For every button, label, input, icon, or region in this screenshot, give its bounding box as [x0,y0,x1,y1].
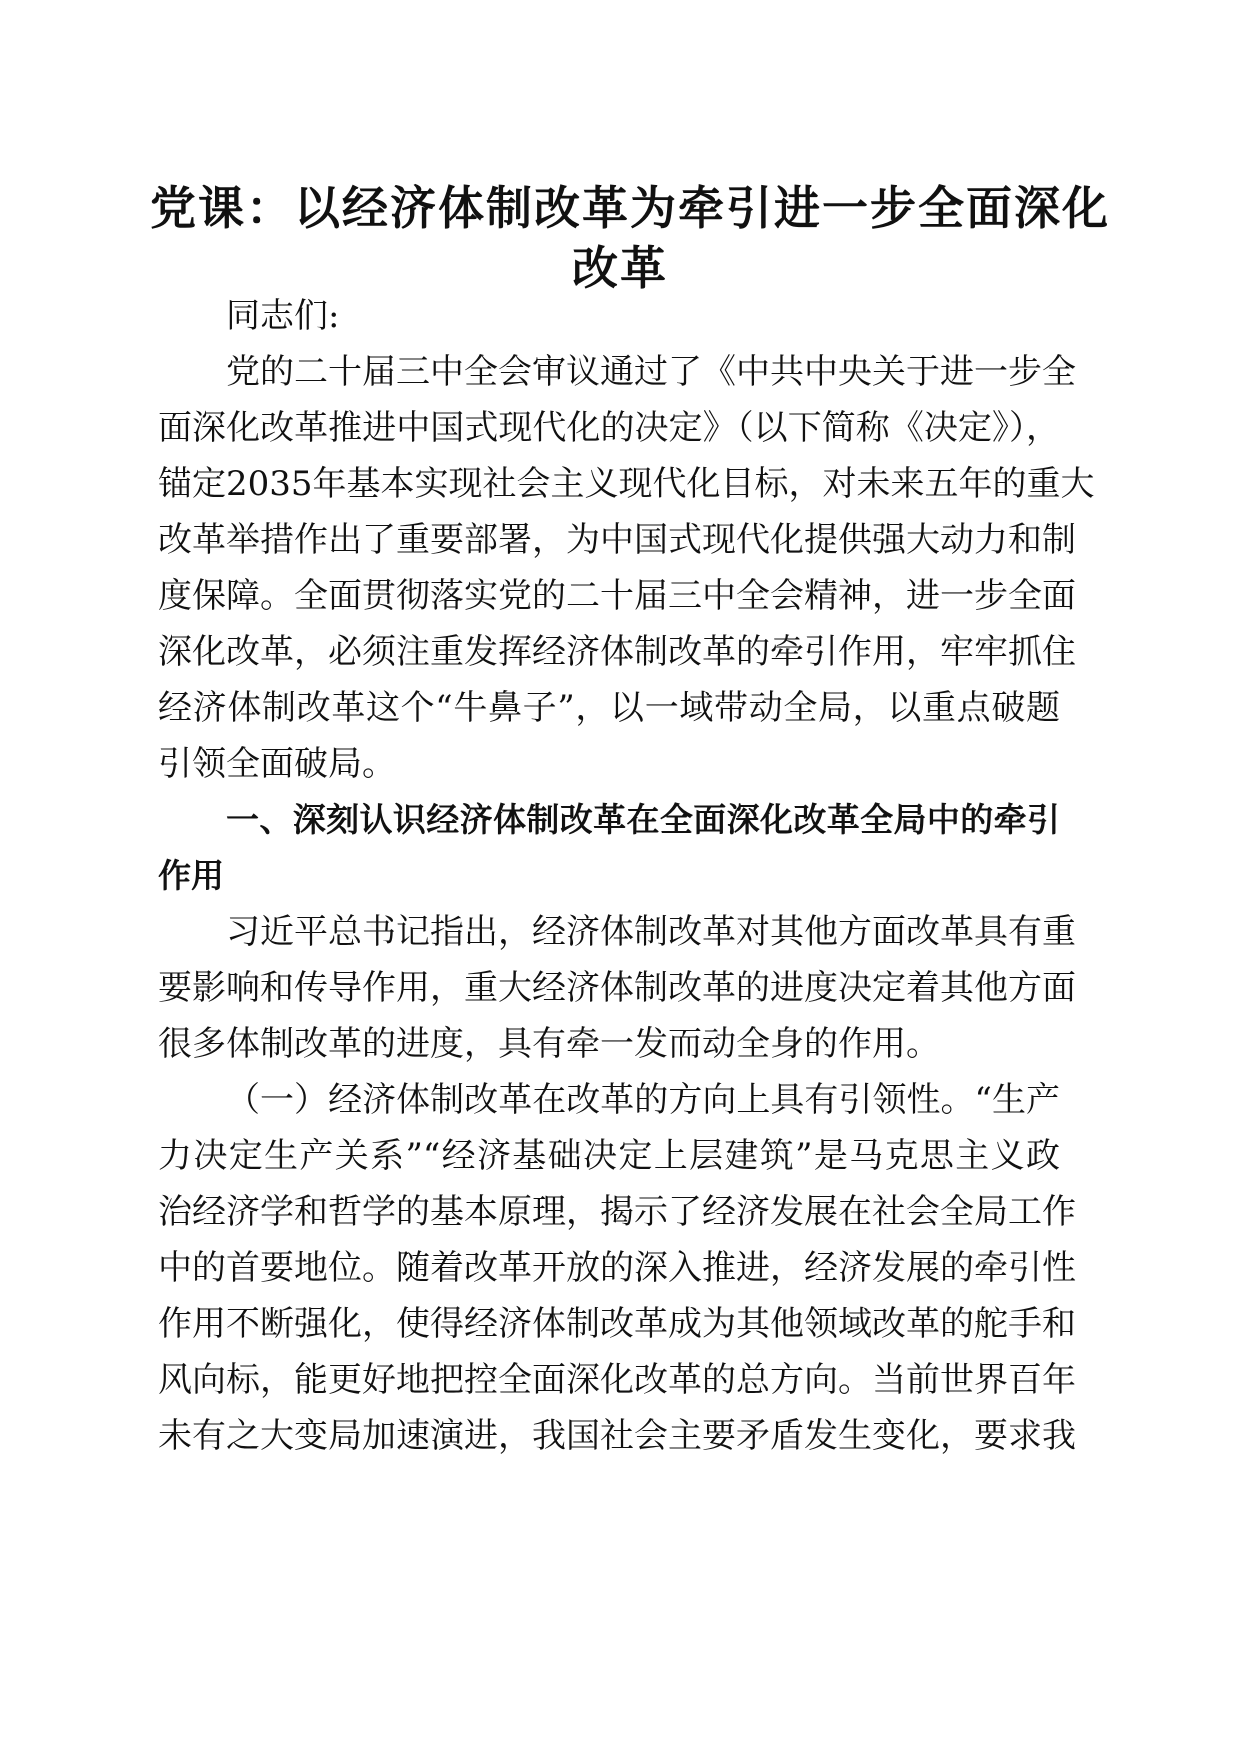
paragraph-3-line: 力决定生产关系”“经济基础决定上层建筑”是马克思主义政 [158,1136,1060,1176]
paragraph-3-line: 中的首要地位。随着改革开放的深入推进，经济发展的牵引性 [158,1248,1076,1288]
paragraph-1-line: 改革举措作出了重要部署，为中国式现代化提供强大动力和制 [158,520,1076,560]
paragraph-3-line: 未有之大变局加速演进，我国社会主要矛盾发生变化，要求我 [158,1416,1076,1456]
section-heading-line: 作用 [158,856,224,895]
paragraph-1-line: 经济体制改革这个“牛鼻子”，以一域带动全局，以重点破题 [158,688,1060,728]
paragraph-2-line: 习近平总书记指出，经济体制改革对其他方面改革具有重 [226,912,1076,952]
document-title-line-1: 党课：以经济体制改革为牵引进一步全面深化 [150,181,1110,235]
paragraph-3-line: 风向标，能更好地把控全面深化改革的总方向。当前世界百年 [158,1360,1076,1400]
paragraph-1-line: 深化改革，必须注重发挥经济体制改革的牵引作用，牢牢抓住 [158,632,1076,672]
salutation: 同志们: [226,296,340,336]
paragraph-1-line: 锚定2035年基本实现社会主义现代化目标，对未来五年的重大 [158,464,1095,504]
section-heading-line: 一、深刻认识经济体制改革在全面深化改革全局中的牵引 [226,800,1060,839]
document-title-line-2: 改革 [572,241,668,295]
paragraph-1-line: 度保障。全面贯彻落实党的二十届三中全会精神，进一步全面 [158,576,1076,616]
paragraph-1-line: 引领全面破局。 [158,744,396,784]
paragraph-2-line: 要影响和传导作用，重大经济体制改革的进度决定着其他方面 [158,968,1076,1008]
paragraph-1-line: 党的二十届三中全会审议通过了《中共中央关于进一步全 [226,352,1076,392]
paragraph-3-line: 作用不断强化，使得经济体制改革成为其他领域改革的舵手和 [158,1304,1076,1344]
paragraph-2-line: 很多体制改革的进度，具有牵一发而动全身的作用。 [158,1024,940,1064]
paragraph-1-line: 面深化改革推进中国式现代化的决定》（以下简称《决定》）， [158,408,1060,448]
paragraph-3-line: （一）经济体制改革在改革的方向上具有引领性。“生产 [226,1080,1060,1120]
paragraph-3-line: 治经济学和哲学的基本原理，揭示了经济发展在社会全局工作 [158,1192,1076,1232]
